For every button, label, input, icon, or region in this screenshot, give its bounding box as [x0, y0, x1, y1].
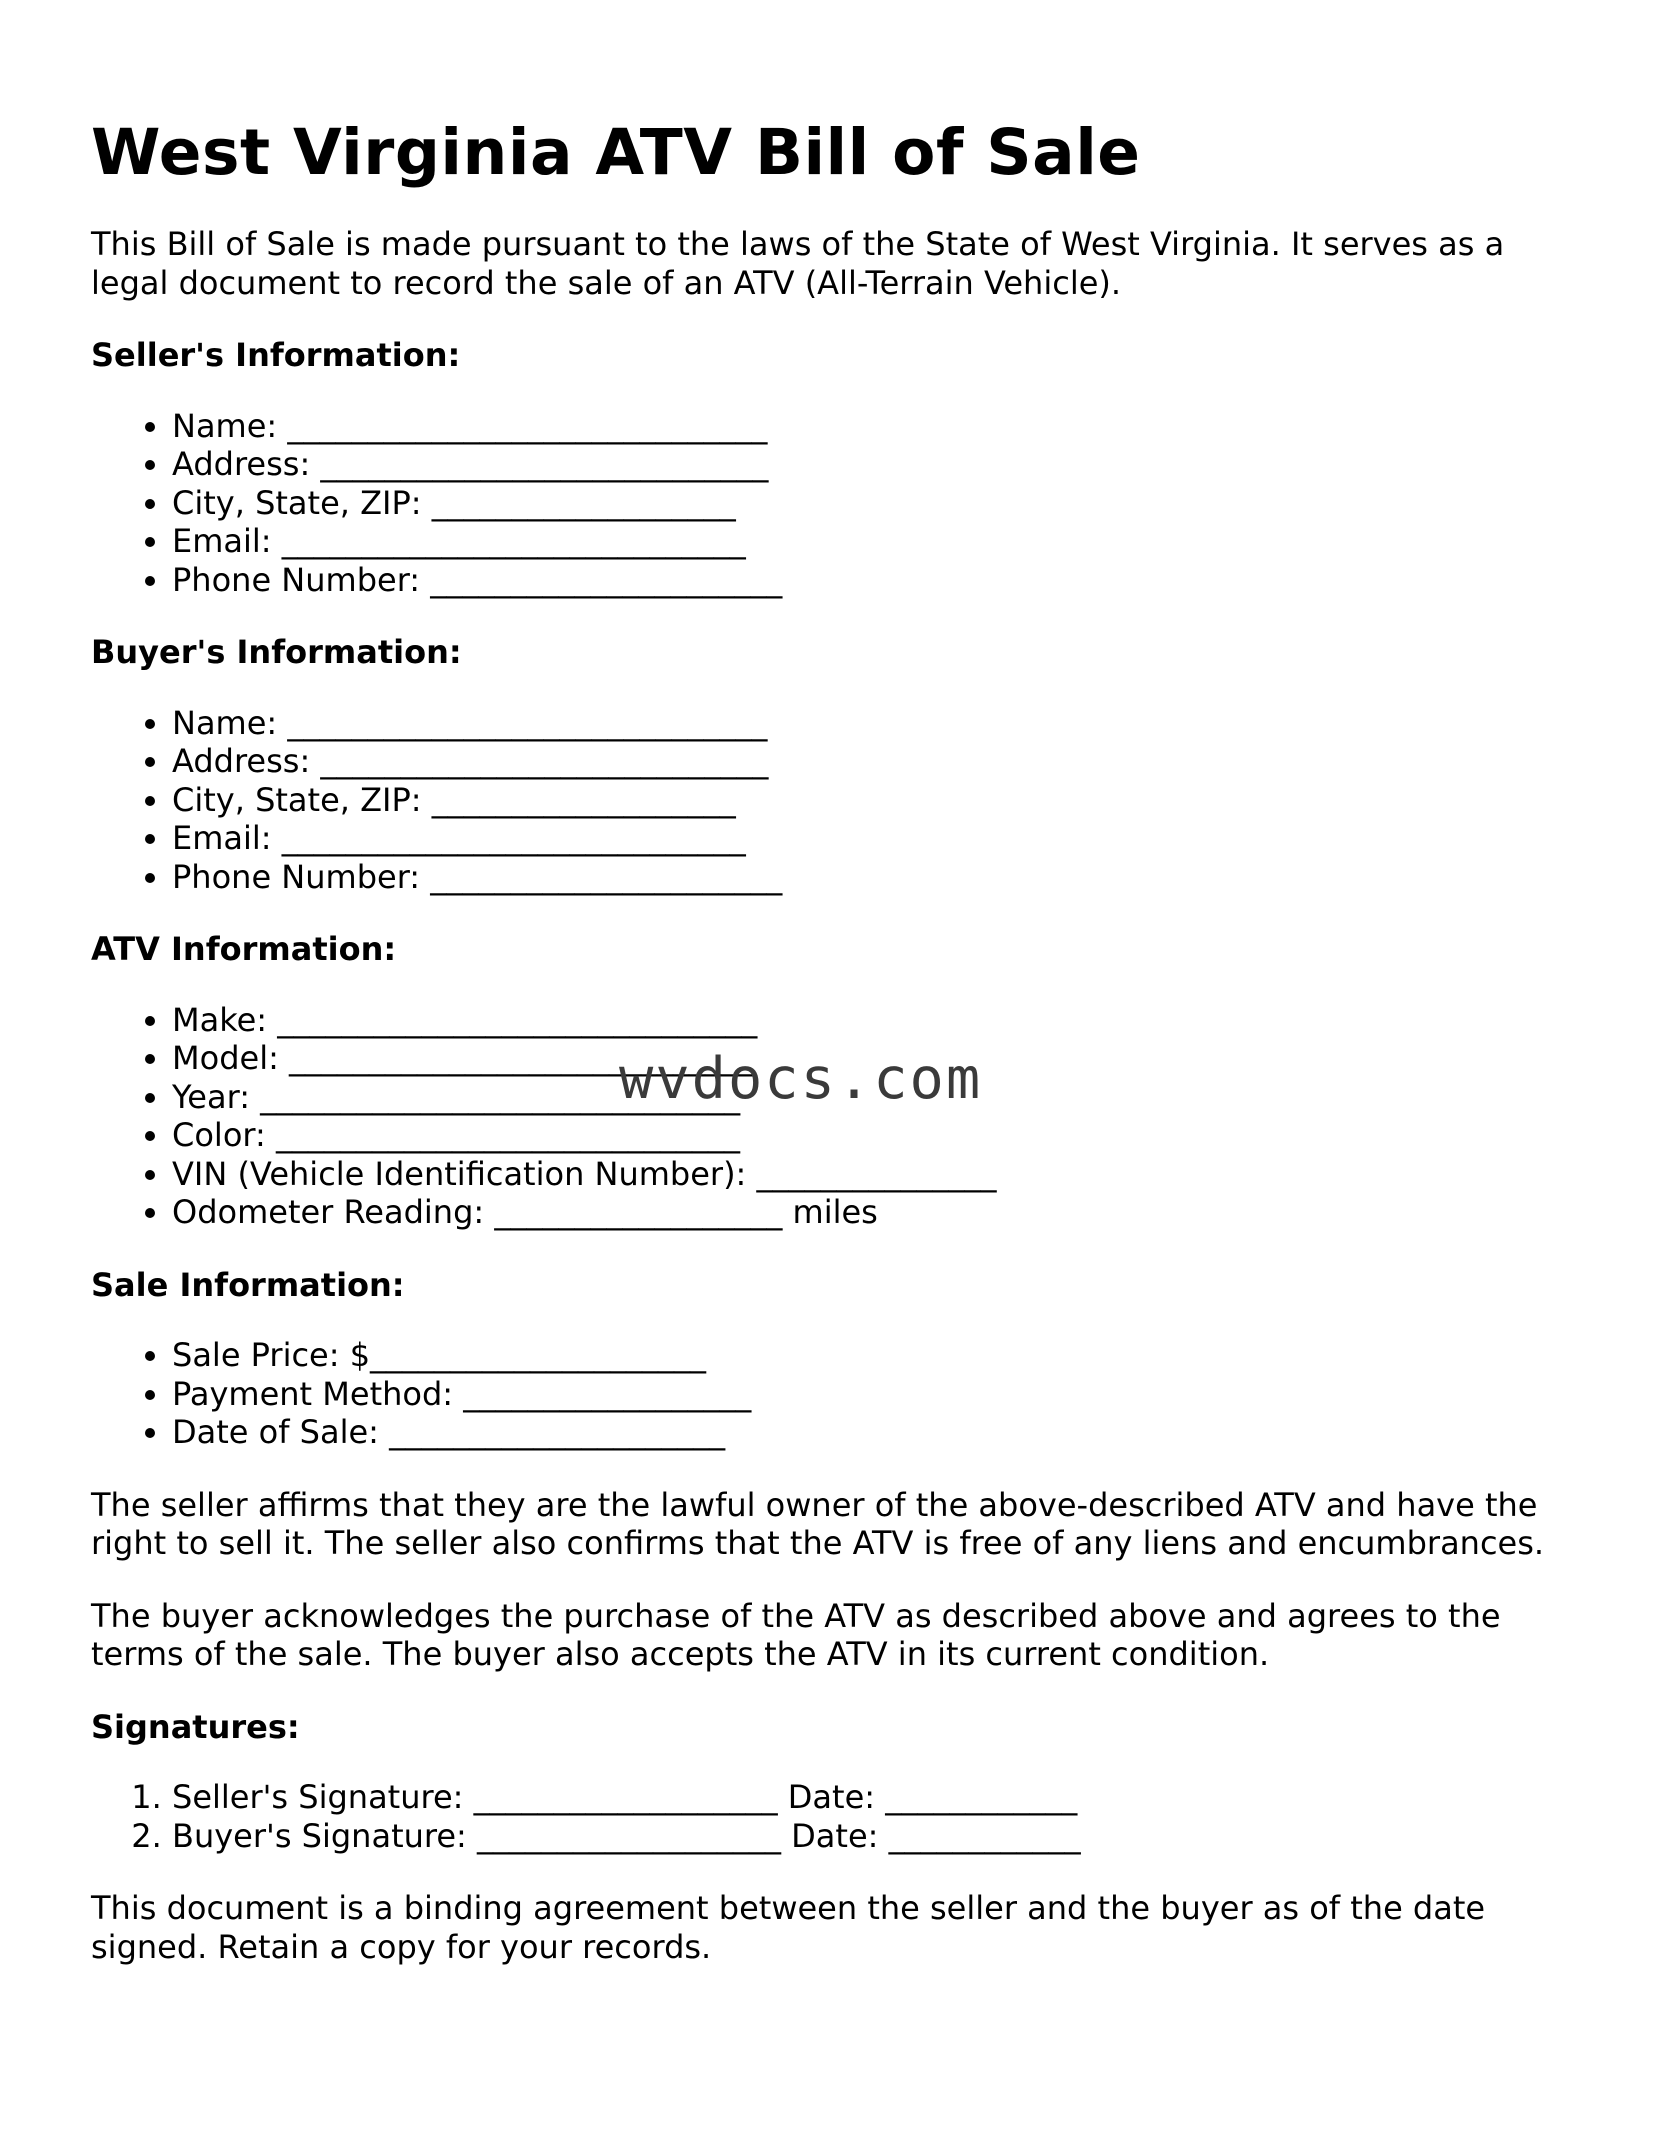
buyer-address-field: • Address: ____________________________: [172, 742, 1591, 781]
buyer-phone-field: • Phone Number: ______________________: [172, 858, 1591, 897]
closing-paragraph: This document is a binding agreement between the seller and the buyer as of the date signed. Retain a copy for your records.: [91, 1889, 1486, 1966]
sale-section-heading: Sale Information:: [91, 1265, 405, 1304]
buyer-name-field: • Name: ______________________________: [172, 704, 1591, 743]
seller-affirmation-paragraph: The seller affirms that they are the lawful owner of the above-described ATV and have the right to sell it. The seller also confirms that the ATV is free of any liens and encumbrances.: [91, 1485, 1545, 1562]
buyer-email-field: • Email: _____________________________: [172, 819, 1591, 858]
seller-city-state-zip-field: • City, State, ZIP: ___________________: [172, 484, 1591, 523]
atv-odometer-field: • Odometer Reading: __________________ miles: [172, 1193, 1591, 1232]
seller-field-list: [91, 407, 1591, 600]
seller-name-field: • Name: ______________________________: [172, 407, 1591, 446]
buyer-signature-line: 2. Buyer's Signature: ___________________ Date: ____________: [172, 1817, 1591, 1856]
atv-color-field: • Color: _____________________________: [172, 1116, 1591, 1155]
date-of-sale-field: • Date of Sale: _____________________: [172, 1413, 1591, 1452]
atv-make-field: • Make: ______________________________: [172, 1001, 1591, 1040]
seller-signature-line: 1. Seller's Signature: ___________________ Date: ____________: [172, 1778, 1591, 1817]
signatures-section-heading: Signatures:: [91, 1707, 300, 1746]
atv-vin-field: • VIN (Vehicle Identification Number): _______________: [172, 1155, 1591, 1194]
buyer-section-heading: Buyer's Information:: [91, 633, 462, 671]
seller-phone-field: • Phone Number: ______________________: [172, 561, 1591, 600]
sale-price-field: • Sale Price: $_____________________: [172, 1336, 1591, 1375]
payment-method-field: • Payment Method: __________________: [172, 1375, 1591, 1414]
atv-field-list: [91, 1001, 1591, 1232]
buyer-field-list: [91, 704, 1591, 897]
document-page: [91, 110, 1591, 1966]
watermark: wvdocs.com: [619, 1046, 983, 1112]
buyer-acknowledgement-paragraph: The buyer acknowledges the purchase of the ATV as described above and agrees to the terms of the sale. The buyer also accepts the ATV in its current condition.: [91, 1596, 1501, 1673]
signature-list: [91, 1778, 1591, 1855]
seller-email-field: • Email: _____________________________: [172, 522, 1591, 561]
seller-address-field: • Address: ____________________________: [172, 445, 1591, 484]
seller-section-heading: Seller's Information:: [91, 336, 461, 374]
sale-field-list: [91, 1336, 1591, 1452]
intro-paragraph: This Bill of Sale is made pursuant to the laws of the State of West Virginia. It serves as a legal document to record the sale of an ATV (All-Terrain Vehicle).: [91, 225, 1505, 302]
document-title: West Virginia ATV Bill of Sale: [91, 116, 1141, 189]
buyer-city-state-zip-field: • City, State, ZIP: ___________________: [172, 781, 1591, 820]
atv-section-heading: ATV Information:: [91, 930, 397, 968]
atv-model-field: • Model: _____________________________: [172, 1039, 1591, 1078]
atv-year-field: • Year: ______________________________: [172, 1078, 1591, 1117]
